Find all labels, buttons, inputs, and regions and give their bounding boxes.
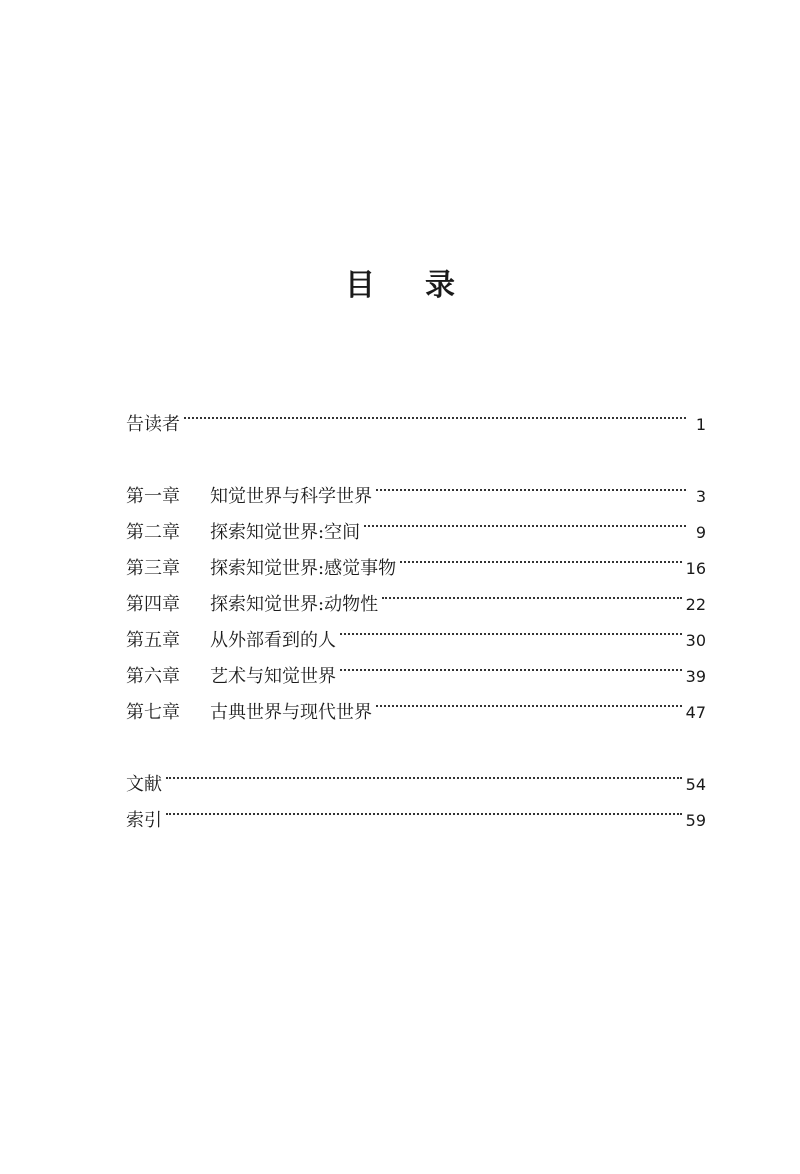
toc-page-number: 30	[685, 631, 706, 650]
toc-entry-index[interactable]	[126, 790, 706, 831]
chapter-title: 从外部看到的人	[210, 630, 336, 651]
title-char-1: 目	[345, 268, 375, 303]
toc-page-number: 54	[685, 775, 706, 794]
dot-leader	[376, 682, 682, 718]
toc-page-number: 22	[685, 595, 706, 614]
dot-leader	[340, 610, 682, 646]
chapter-title: 知觉世界与科学世界	[210, 486, 372, 507]
dot-leader	[400, 538, 682, 574]
dot-leader	[184, 394, 686, 430]
dot-leader	[382, 574, 682, 610]
dot-leader	[166, 754, 682, 790]
chapter-number: 第一章	[126, 486, 180, 507]
chapter-title: 探索知觉世界:动物性	[210, 594, 379, 615]
chapter-title: 艺术与知觉世界	[210, 666, 336, 687]
page-title	[0, 262, 800, 310]
chapter-title: 古典世界与现代世界	[210, 702, 372, 723]
chapter-number: 第三章	[126, 558, 180, 579]
toc-page-number: 39	[685, 667, 706, 686]
toc-page-number: 9	[695, 523, 706, 542]
toc-entry-label: 告读者	[126, 414, 180, 435]
toc-page-number: 47	[685, 703, 706, 722]
chapter-number: 第六章	[126, 666, 180, 687]
toc-page-number: 59	[685, 811, 706, 830]
toc-entry-chapter-1[interactable]	[126, 466, 706, 507]
toc-page-number: 3	[695, 487, 706, 506]
toc-entry-bibliography[interactable]	[126, 754, 706, 795]
dot-leader	[364, 502, 686, 538]
toc-entry-label: 文献	[126, 774, 162, 795]
chapter-title: 探索知觉世界:感觉事物	[210, 558, 397, 579]
toc-page-number: 16	[685, 559, 706, 578]
dot-leader	[166, 790, 682, 826]
dot-leader	[376, 466, 686, 502]
chapter-number: 第五章	[126, 630, 180, 651]
title-char-2: 录	[425, 268, 455, 303]
dot-leader	[340, 646, 682, 682]
table-of-contents	[126, 394, 706, 831]
chapter-number: 第二章	[126, 522, 180, 543]
chapter-title: 探索知觉世界:空间	[210, 522, 361, 543]
toc-entry-label: 索引	[126, 810, 162, 831]
toc-page-number: 1	[695, 415, 706, 434]
toc-entry-preface[interactable]	[126, 394, 706, 435]
chapter-number: 第七章	[126, 702, 180, 723]
chapter-number: 第四章	[126, 594, 180, 615]
